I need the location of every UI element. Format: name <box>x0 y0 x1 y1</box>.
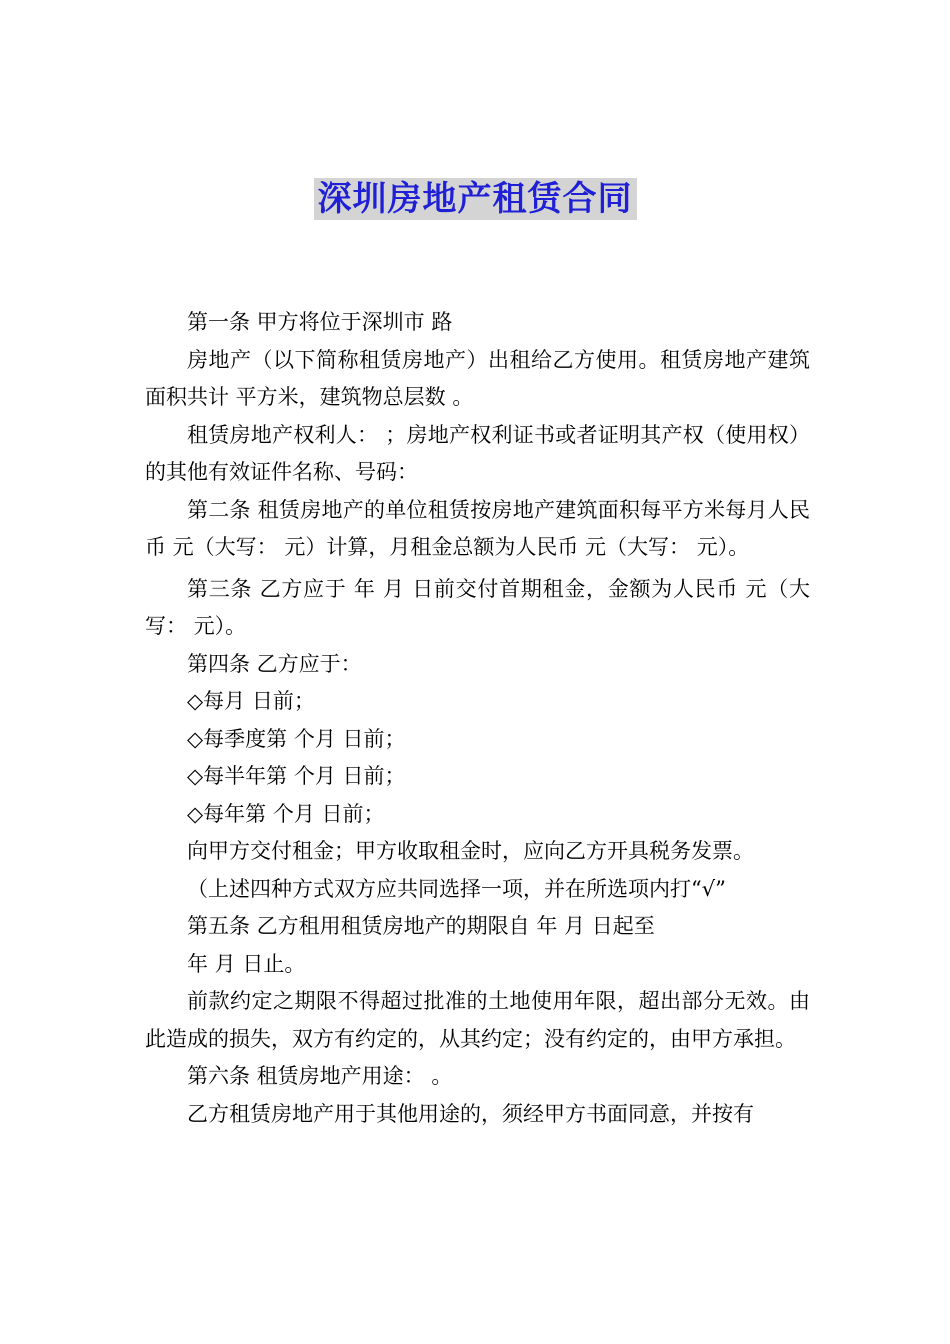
paragraph-property-owner: 租赁房地产权利人： ；房地产权利证书或者证明其产权（使用权）的其他有效证件名称、号码： <box>145 422 810 484</box>
option-half-yearly: ◇每半年第 个月 日前； <box>187 764 406 788</box>
paragraph-property-description: 房地产（以下简称租赁房地产）出租给乙方使用。租赁房地产建筑面积共计 平方米，建筑物总层数 。 <box>145 347 810 409</box>
paragraph-rent-payment: 向甲方交付租金；甲方收取租金时，应向乙方开具税务发票。 <box>187 839 754 863</box>
paragraph-term-end: 年 月 日止。 <box>187 951 306 976</box>
paragraph-article-3: 第三条 乙方应于 年 月 日前交付首期租金，金额为人民币 元（大写： 元）。 <box>145 576 810 638</box>
paragraph-other-use: 乙方租赁房地产用于其他用途的，须经甲方书面同意，并按有 <box>187 1101 754 1126</box>
option-yearly: ◇每年第 个月 日前； <box>187 801 385 826</box>
option-quarterly: ◇每季度第 个月 日前； <box>187 726 406 751</box>
paragraph-selection-note: （上述四种方式双方应共同选择一项，并在所选项内打“√” <box>187 876 726 901</box>
paragraph-article-5: 第五条 乙方租用租赁房地产的期限自 年 月 日起至 <box>187 914 655 938</box>
paragraph-term-limit: 前款约定之期限不得超过批准的土地使用年限，超出部分无效。由此造成的损失，双方有约定的，从其约定；没有约定的，由甲方承担。 <box>145 989 810 1051</box>
document-title: 深圳房地产租赁合同 <box>314 178 637 220</box>
paragraph-article-2: 第二条 租赁房地产的单位租赁按房地产建筑面积每平方米每月人民币 元（大写： 元）计算，月租金总额为人民币 元（大写： 元）。 <box>145 497 810 559</box>
option-monthly: ◇每月 日前； <box>187 689 315 713</box>
paragraph-article-6: 第六条 租赁房地产用途： 。 <box>187 1064 453 1088</box>
document-body <box>145 304 810 1133</box>
paragraph-article-1: 第一条 甲方将位于深圳市 路 <box>187 310 453 334</box>
paragraph-article-4: 第四条 乙方应于： <box>187 651 362 676</box>
title-container <box>0 178 950 220</box>
